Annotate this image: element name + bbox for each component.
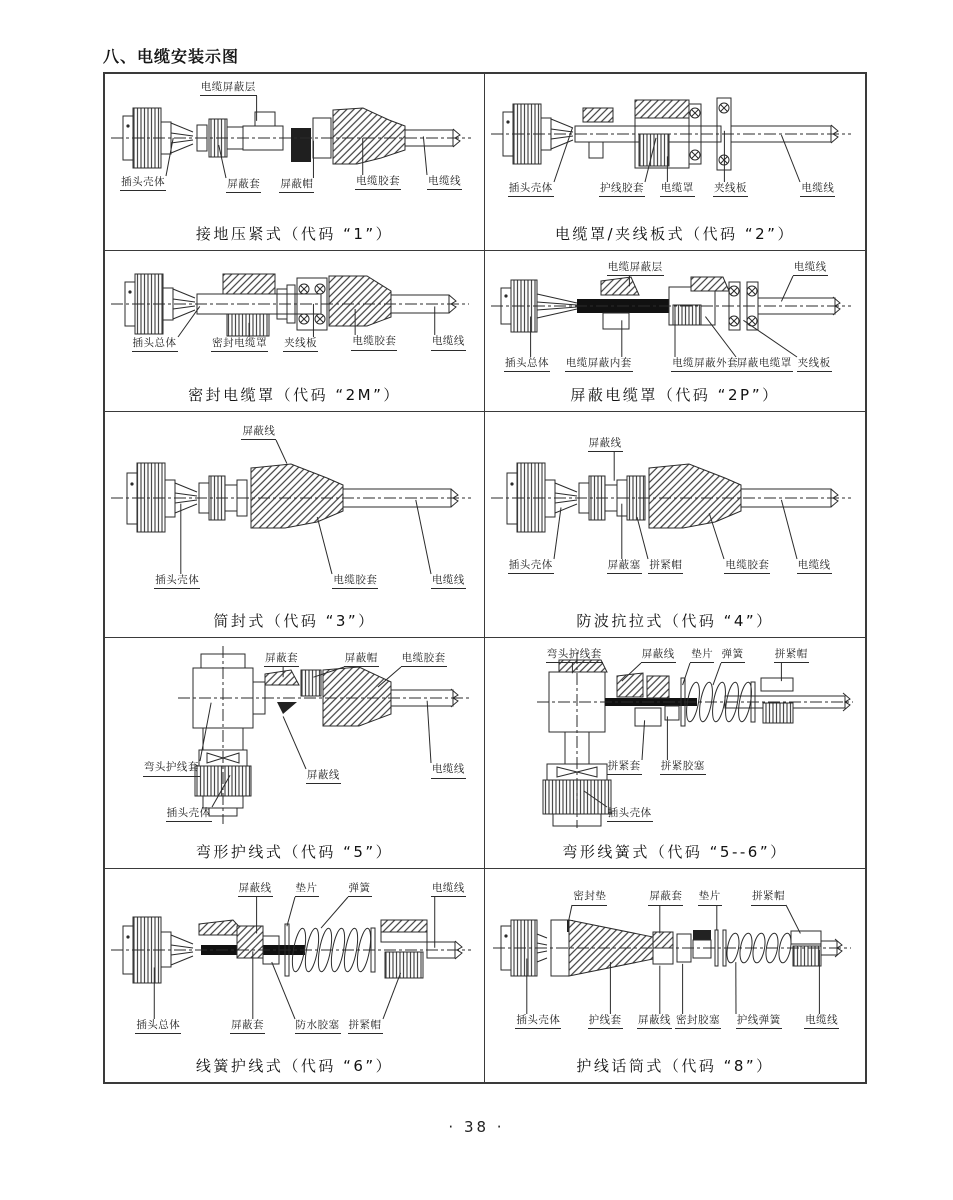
connector-diagram: [105, 869, 484, 1048]
page-number: · 38 ·: [448, 1118, 505, 1136]
part-label: 弹簧: [721, 648, 745, 663]
connector-art: [485, 412, 865, 603]
part-label: 插头壳体: [120, 176, 166, 191]
part-label: 夹线板: [797, 357, 832, 372]
connector-diagram: [105, 74, 484, 216]
part-label: 电缆线: [797, 559, 832, 574]
part-label: 屏蔽套: [230, 1019, 265, 1034]
connector-art: [105, 74, 484, 216]
part-label: 屏蔽线: [306, 769, 341, 784]
part-label: 垫片: [295, 882, 319, 897]
part-label: 插头壳体: [508, 182, 554, 197]
part-label: 拼紧帽: [751, 890, 786, 905]
part-label: 屏蔽线: [241, 425, 276, 440]
part-label: 电缆胶套: [724, 559, 770, 574]
part-label: 电缆线: [800, 182, 835, 197]
connector-diagram: [105, 251, 484, 377]
part-label: 防水胶塞: [295, 1019, 341, 1034]
diagram-caption: 弯形线簧式（代码 “5--6”）: [562, 842, 788, 861]
diagram-caption: 弯形护线式（代码 “5”）: [195, 842, 394, 861]
part-label: 屏蔽套: [648, 890, 683, 905]
part-label: 插头总体: [135, 1019, 181, 1034]
part-label: 密封垫: [572, 890, 607, 905]
diagram-grid: [103, 72, 867, 1084]
connector-diagram: [485, 869, 865, 1048]
part-label: 密封胶塞: [675, 1014, 721, 1029]
part-label: 电缆线: [431, 574, 466, 589]
part-label: 屏蔽线: [637, 1014, 672, 1029]
connector-art: [485, 638, 865, 834]
part-label: 电缆屏蔽层: [200, 81, 257, 96]
part-label: 屏蔽塞: [607, 559, 642, 574]
connector-diagram: [105, 638, 484, 834]
connector-diagram: [485, 74, 865, 216]
part-label: 屏蔽线: [588, 437, 623, 452]
connector-diagram: [105, 412, 484, 603]
diagram-caption: 屏蔽电缆罩（代码 “2P”）: [570, 385, 780, 404]
part-label: 屏蔽套: [226, 178, 261, 193]
diagram-caption: 接地压紧式（代码 “1”）: [195, 224, 394, 243]
part-label: 电缆罩: [660, 182, 695, 197]
part-label: 垫片: [690, 648, 714, 663]
diagram-caption: 简封式（代码 “3”）: [213, 611, 376, 630]
diagram-cell-9: [105, 869, 485, 1082]
part-label: 屏蔽线: [641, 648, 676, 663]
part-label: 拼紧帽: [648, 559, 683, 574]
part-label: 插头壳体: [607, 807, 653, 822]
connector-art: [105, 251, 484, 377]
part-label: 屏蔽套: [264, 652, 299, 667]
part-label: 拼紧套: [607, 760, 642, 775]
diagram-caption: 防波抗拉式（代码 “4”）: [576, 611, 774, 630]
diagram-cell-2: [485, 74, 865, 251]
part-label: 电缆线: [793, 261, 828, 276]
part-label: 插头壳体: [166, 807, 212, 822]
diagram-cell-3: [105, 251, 485, 412]
part-label: 插头总体: [504, 357, 550, 372]
part-label: 插头壳体: [515, 1014, 561, 1029]
part-label: 屏蔽帽: [279, 178, 314, 193]
part-label: 护线弹簧: [736, 1014, 782, 1029]
page-title: 八、电缆安装示图: [103, 47, 240, 66]
diagram-cell-7: [105, 638, 485, 869]
part-label: 电缆线: [431, 763, 466, 778]
part-label: 拼紧帽: [348, 1019, 383, 1034]
part-label: 屏蔽电缆罩: [736, 357, 793, 372]
part-label: 电缆屏蔽层: [607, 261, 664, 276]
part-label: 电缆胶套: [355, 175, 401, 190]
connector-art: [105, 638, 484, 834]
part-label: 护线胶套: [599, 182, 645, 197]
part-label: 夹线板: [283, 337, 318, 352]
diagram-caption: 护线话筒式（代码 “8”）: [576, 1056, 774, 1075]
diagram-cell-4: [485, 251, 865, 412]
part-label: 电缆屏蔽内套: [565, 357, 633, 372]
part-label: 拼紧胶塞: [660, 760, 706, 775]
part-label: 屏蔽帽: [344, 652, 379, 667]
part-label: 电缆线: [431, 882, 466, 897]
part-label: 弯头护线套: [546, 648, 603, 663]
part-label: 插头壳体: [508, 559, 554, 574]
diagram-caption: 线簧护线式（代码 “6”）: [195, 1056, 394, 1075]
part-label: 拼紧帽: [774, 648, 809, 663]
diagram-cell-1: [105, 74, 485, 251]
part-label: 弹簧: [348, 882, 372, 897]
part-label: 电缆线: [431, 335, 466, 350]
part-label: 密封电缆罩: [211, 337, 268, 352]
connector-diagram: [485, 412, 865, 603]
diagram-caption: 电缆罩/夹线板式（代码 “2”）: [555, 224, 795, 243]
connector-diagram: [485, 638, 865, 834]
part-label: 垫片: [698, 890, 722, 905]
part-label: 电缆胶套: [332, 574, 378, 589]
part-label: 屏蔽线: [238, 882, 273, 897]
part-label: 弯头护线套: [143, 761, 200, 776]
part-label: 电缆线: [804, 1014, 839, 1029]
part-label: 电缆线: [427, 175, 462, 190]
diagram-cell-10: [485, 869, 865, 1082]
connector-diagram: [485, 251, 865, 377]
part-label: 电缆屏蔽外套: [671, 357, 739, 372]
part-label: 插头总体: [132, 337, 178, 352]
part-label: 夹线板: [713, 182, 748, 197]
part-label: 电缆胶套: [351, 335, 397, 350]
part-label: 护线套: [588, 1014, 623, 1029]
part-label: 电缆胶套: [401, 652, 447, 667]
part-label: 插头壳体: [154, 574, 200, 589]
diagram-cell-5: [105, 412, 485, 638]
diagram-cell-8: [485, 638, 865, 869]
diagram-caption: 密封电缆罩（代码 “2M”）: [188, 385, 401, 404]
diagram-cell-6: [485, 412, 865, 638]
